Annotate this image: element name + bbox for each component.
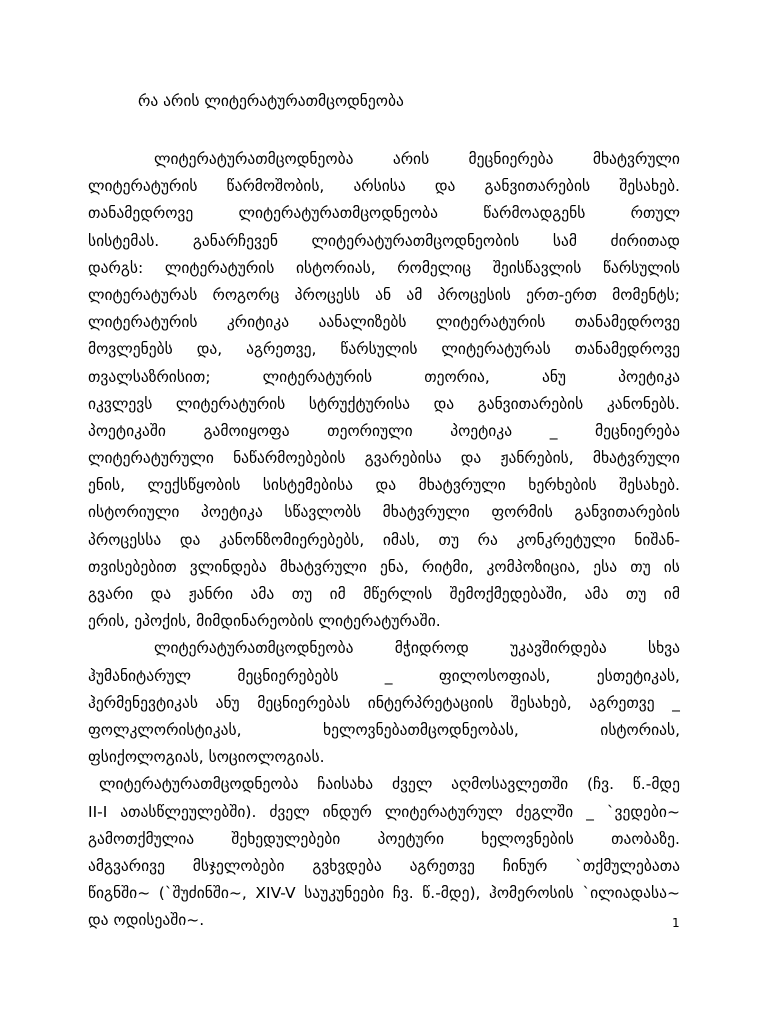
word: ლიტერატურას: [88, 285, 198, 304]
page-number: 1: [672, 916, 680, 930]
text-line: [88, 744, 680, 771]
word: ეპოქის,: [134, 612, 192, 631]
word: რა: [477, 530, 498, 549]
word: სხვა: [647, 639, 680, 658]
word: იმ: [663, 585, 680, 603]
word: ამა: [584, 585, 609, 603]
word: (ჩვ.: [586, 775, 615, 794]
word: პროცესის: [437, 285, 511, 304]
word: კრიტიკა: [226, 313, 290, 332]
word: წ.-მდე: [632, 775, 680, 794]
word: იმას,: [382, 530, 420, 549]
word: რთულ: [630, 204, 680, 223]
word: შემოქმედებაში,: [449, 585, 568, 603]
word: თუ: [291, 585, 313, 603]
word: ძველ: [391, 775, 433, 794]
word: ხელოვნების: [481, 829, 574, 848]
word: პოეტური: [377, 829, 444, 848]
text-line: [88, 880, 680, 907]
word: და,: [196, 340, 223, 359]
word: განვითარების: [574, 503, 680, 522]
word: ლიტერატურის: [88, 313, 198, 332]
text-line: [88, 608, 680, 635]
word: სამ: [552, 231, 577, 250]
word: მეცნიერება: [468, 150, 554, 168]
word: თანამედროვე: [574, 340, 680, 359]
word: მხატვრული: [279, 557, 367, 576]
word: _: [549, 421, 558, 440]
word: ჩვ.: [392, 884, 414, 903]
word: თეორიული: [327, 421, 413, 440]
word: ძირითად: [610, 231, 680, 250]
word: ჟანრი: [188, 585, 233, 603]
word: მეცნიერებას: [257, 693, 351, 712]
word: ლიტერატურის: [435, 313, 546, 332]
word: ფორმის: [491, 503, 553, 522]
word: იმ: [329, 585, 346, 603]
text-line: [88, 282, 680, 309]
text-line: [88, 771, 680, 798]
word: ერთ-ერთ: [526, 285, 597, 304]
word: პროცესსა: [88, 530, 162, 549]
word: პოეტიკაში: [88, 421, 166, 440]
word: ხერხების: [528, 476, 597, 495]
word: ლიტერატურის: [88, 177, 198, 196]
word: პოეტიკა: [450, 421, 513, 440]
word: მხატვრული: [592, 150, 680, 168]
word: ამგვარივე: [88, 856, 165, 875]
text-line: [88, 853, 680, 880]
word: დარგს:: [88, 258, 144, 277]
word: და: [150, 585, 172, 603]
word: ლექსწყობის: [147, 476, 241, 495]
word: და: [433, 394, 455, 413]
word: ლიტერატურას: [441, 340, 551, 359]
word: სისტემებისა: [262, 476, 354, 495]
word: რომელიც: [397, 258, 472, 277]
word: თუ: [630, 557, 651, 576]
word: თანამედროვე: [574, 313, 680, 332]
word: აგრეთვე: [409, 856, 475, 875]
word: ჰომეროსის: [488, 884, 574, 903]
word: ლიტერატურათმცოდნეობა: [238, 204, 438, 223]
word: ფილოსოფიას,: [438, 666, 551, 685]
text-line: [88, 336, 680, 363]
word: პოეტიკა: [618, 367, 680, 386]
word: რიტმი,: [421, 557, 474, 576]
text-line: [88, 635, 680, 662]
word: და: [88, 911, 109, 930]
text-line: [88, 717, 680, 744]
word: თაობაზე.: [611, 829, 680, 848]
word: ჩინურ: [502, 856, 548, 875]
word: წარმოშობის,: [226, 177, 325, 196]
word: მხატვრული: [418, 476, 506, 495]
word: ინდურ: [322, 802, 372, 821]
word: აღმოსავლეთში: [451, 775, 569, 794]
text-line: [88, 418, 680, 445]
word: XIV-V: [255, 884, 296, 903]
word: ამ: [406, 285, 423, 304]
word: ლიტერატურათმცოდნეობა: [154, 150, 354, 168]
text-line: [88, 499, 680, 526]
word: იკვლევს: [88, 394, 153, 413]
word: შეისწავლის: [492, 258, 582, 277]
word: ის: [663, 557, 680, 576]
word: წ.-მდე),: [422, 884, 481, 903]
word: და: [460, 449, 482, 468]
word: და: [434, 177, 456, 196]
word: ლიტერატურათმცოდნეობა: [99, 775, 299, 794]
word: მწერლის: [363, 585, 433, 603]
word: წარსულის: [340, 340, 418, 359]
word: ლიტერატურათმცოდნეობის: [311, 231, 520, 250]
word: წარმოადგენს: [483, 204, 586, 223]
word: _: [586, 802, 594, 821]
word: თვალსაზრისით;: [88, 367, 211, 386]
word: თვისებებით: [88, 557, 177, 576]
word: გვარი: [88, 585, 134, 603]
word: თანამედროვე: [88, 204, 194, 223]
word: ლიტერატურათმცოდნეობა: [154, 639, 354, 658]
word: ლიტერატურაში.: [318, 612, 441, 631]
text-line: [88, 391, 680, 418]
word: ამა: [250, 585, 275, 603]
text-line: [88, 663, 680, 690]
text-line: [88, 146, 680, 173]
word: მეცნიერება: [595, 421, 680, 440]
word: გვხვდება: [312, 856, 382, 875]
word: ლიტერატურულ: [384, 802, 503, 821]
word: შესახებ.: [619, 177, 680, 196]
word: `თქმულებათა: [575, 856, 680, 875]
word: აგრეთვე,: [246, 340, 317, 359]
word: ფოლკლორისტიკას,: [88, 720, 242, 739]
word: განარჩევენ: [192, 231, 278, 250]
word: საუკუნეები: [304, 884, 385, 903]
word: თეორია,: [424, 367, 490, 386]
word: მეცნიერებებს: [237, 666, 339, 685]
word: კომპოზიცია,: [486, 557, 581, 576]
word: მხატვრული: [592, 449, 680, 468]
word: თუ: [438, 530, 460, 549]
text-line: [88, 200, 680, 227]
word: ხელოვნებათმცოდნეობას,: [323, 720, 519, 739]
word: `ვედები~: [606, 802, 680, 821]
word: ისტორიული: [88, 503, 180, 522]
word: II-I: [88, 802, 108, 821]
word: უკავშირდება: [510, 639, 607, 658]
word: სწავლობს: [284, 503, 362, 522]
word: ლიტერატურის: [262, 367, 373, 386]
word: `ილიადასა~: [582, 884, 680, 903]
text-line: [88, 554, 680, 581]
document-body: [88, 146, 680, 934]
word: მომენტს;: [612, 285, 680, 304]
word: სისტემას.: [88, 231, 160, 250]
word: ჩაისახა: [317, 775, 374, 794]
word: პოეტიკა: [200, 503, 263, 522]
word: შესახებ,: [510, 693, 572, 712]
word: მსჯელობები: [192, 856, 285, 875]
word: კანონებს.: [606, 394, 680, 413]
word: ესთეტიკას,: [596, 666, 680, 685]
text-line: [88, 472, 680, 499]
word: კანონზომიერებებს,: [219, 530, 365, 549]
word: სოციოლოგიას.: [208, 748, 325, 767]
word: ლიტერატურის: [175, 394, 286, 413]
word: ისტორიას,: [295, 258, 376, 277]
word: (`შუძინში~,: [158, 884, 247, 903]
word: ძველ: [269, 802, 310, 821]
word: მიმდინარეობის: [196, 612, 314, 631]
text-line: [88, 799, 680, 826]
word: ლიტერატურის: [164, 258, 275, 277]
text-line: [88, 445, 680, 472]
word: წარსულის: [602, 258, 680, 277]
word: ენა,: [380, 557, 409, 576]
word: ანუ: [541, 367, 567, 386]
text-line: [88, 309, 680, 336]
word: გამოთქმულია: [88, 829, 195, 848]
word: ჰერმენევტიკას: [88, 693, 199, 712]
word: მოვლენებს: [88, 340, 173, 359]
word: ან: [375, 285, 392, 304]
word: გამოიყოფა: [203, 421, 290, 440]
word: ფსიქოლოგიას,: [88, 748, 204, 767]
word: ენის,: [88, 476, 126, 495]
word: შეხედულებები: [231, 829, 341, 848]
document-title: რა არის ლიტერატურათმცოდნეობა: [138, 92, 404, 110]
text-line: [88, 527, 680, 554]
text-line: [88, 581, 680, 608]
word: და: [179, 530, 201, 549]
word: განვითარების: [484, 177, 591, 196]
word: აგრეთვე: [589, 693, 655, 712]
text-line: [88, 690, 680, 717]
word: და: [375, 476, 397, 495]
word: ინტერპრეტაციის: [367, 693, 494, 712]
word: ძეგლში: [515, 802, 574, 821]
word: როგორც: [212, 285, 280, 304]
word: ნაწარმოებების: [233, 449, 346, 468]
word: _: [672, 693, 680, 712]
word: ერის,: [88, 612, 130, 631]
text-line: [88, 228, 680, 255]
word: ვლინდება: [189, 557, 267, 576]
text-line: [88, 364, 680, 391]
word: ანუ: [215, 693, 240, 712]
word: შესახებ.: [619, 476, 680, 495]
word: ჟანრების,: [500, 449, 574, 468]
word: წიგნში~: [88, 884, 151, 903]
text-line: [88, 907, 680, 934]
word: მჭიდროდ: [394, 639, 469, 658]
word: არის: [392, 150, 430, 168]
word: კონკრეტული: [516, 530, 616, 549]
word: მხატვრული: [382, 503, 470, 522]
word: ლიტერატურული: [88, 449, 214, 468]
word: ჰუმანიტარულ: [88, 666, 192, 685]
word: განვითარების: [477, 394, 584, 413]
word: ისტორიას,: [600, 720, 680, 739]
word: ესა: [593, 557, 618, 576]
word: პროცესს: [294, 285, 360, 304]
word: ნიშან-: [634, 530, 680, 549]
word: ოდისეაში~.: [113, 911, 205, 930]
text-line: [88, 255, 680, 282]
word: სტრუქტურისა: [308, 394, 411, 413]
word: თუ: [625, 585, 647, 603]
text-line: [88, 826, 680, 853]
text-line: [88, 173, 680, 200]
word: გვარებისა: [364, 449, 442, 468]
word: აანალიზებს: [318, 313, 407, 332]
word: არსისა: [353, 177, 406, 196]
word: _: [384, 666, 393, 685]
word: ათასწლეულებში).: [120, 802, 257, 821]
